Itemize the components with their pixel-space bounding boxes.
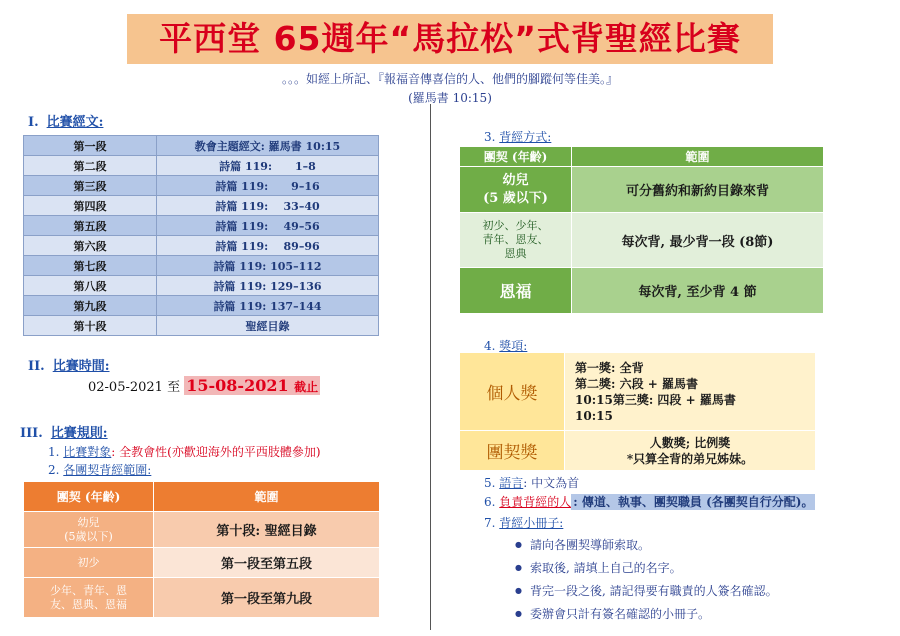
rule-1-number: 1. [48,445,60,459]
award-line: 第一獎: 全背 [575,360,644,375]
passage-part-cell: 第五段 [24,216,157,236]
right-section-6 [484,493,815,510]
right-section-3-label: 背經方式: [499,130,552,144]
range-group-cell: 幼兒 (5歲以下) [24,512,154,548]
column-divider [430,104,431,630]
passage-text-cell: 詩篇 119: 105–112 [157,256,379,276]
rule-2 [48,461,151,478]
list-item: ● 請向各團契導師索取。 [515,536,778,559]
passage-text-cell: 詩篇 119: 49–56 [157,216,379,236]
individual-award-details [565,353,816,431]
list-item: ● 委辦會只計有簽名確認的小冊子。 [515,605,778,628]
section-3-label: 比賽規則: [50,426,108,441]
passage-part-cell: 第四段 [24,196,157,216]
passage-text-cell: 詩篇 119: 9–16 [157,176,379,196]
table-row [460,213,824,268]
award-line: 10:15 [575,408,613,423]
end-date: 15-08-2021 [186,376,289,395]
start-date: 02-05-2021 [88,380,163,395]
passage-text-cell: 聖經目錄 [157,316,379,336]
passage-text-cell: 詩篇 119: 89–96 [157,236,379,256]
section-2-label: 比賽時間: [52,359,110,374]
range-header-group: 團契 (年齡) [24,482,154,512]
competition-period [88,376,320,395]
passage-part-cell: 第十段 [24,316,157,336]
right-section-3-number: 3. [484,130,496,144]
award-line: *只算全背的弟兄姊妹。 [626,451,754,466]
method-table-header [460,147,824,167]
rule-1-label: 比賽對象 [63,445,112,459]
bible-quote-reference: (羅馬書 10:15) [408,91,492,105]
right-section-7-label: 背經小冊子: [499,516,564,530]
table-row [24,316,379,336]
award-line: 人數獎; 比例獎 [649,435,731,450]
right-section-4-label: 獎項: [499,339,528,353]
range-table [23,481,380,618]
passage-part-cell: 第六段 [24,236,157,256]
table-row [460,167,824,213]
passage-part-cell: 第七段 [24,256,157,276]
bible-quote: 。。。如經上所記、『報福音傳喜信的人、他們的腳蹤何等佳美。』 [281,72,618,86]
passage-text-cell: 教會主題經文: 羅馬書 10:15 [157,136,379,156]
method-header-range: 範圍 [572,147,824,167]
range-table-header [24,482,380,512]
passage-part-cell: 第九段 [24,296,157,316]
rule-1-text: : 全教會性(亦歡迎海外的平西肢體參加) [111,445,321,459]
table-row [24,196,379,216]
passage-part-cell: 第八段 [24,276,157,296]
section-1-heading [28,111,103,130]
range-group-cell: 初少 [24,548,154,578]
right-section-7-heading [484,514,563,531]
passage-part-cell: 第二段 [24,156,157,176]
section-3-number: III. [20,426,43,441]
table-row [24,136,379,156]
right-section-5 [484,474,579,491]
rule-1 [48,443,321,460]
passage-part-cell: 第三段 [24,176,157,196]
table-row [24,216,379,236]
right-section-6-text: : 傳道、執事、團契職員 (各團契自行分配)。 [573,495,814,509]
method-group-cell: 幼兒 (5 歲以下) [460,167,572,213]
passage-text-cell: 詩篇 119: 1–8 [157,156,379,176]
award-line: 10:15第三獎: 四段 + 羅馬書 [575,392,736,407]
individual-award-label: 個人獎 [460,353,565,431]
method-value-cell: 每次背, 至少背 4 節 [572,268,824,314]
right-section-6-label: 負責背經的人 [499,495,572,509]
range-value-cell: 第一段至第五段 [154,548,380,578]
table-row [460,268,824,314]
table-row [24,512,380,548]
right-section-5-number: 5. [484,476,496,490]
section-3-heading [20,422,108,441]
range-header-range: 範圍 [154,482,380,512]
group-award-details [565,431,816,471]
table-row [24,176,379,196]
method-group-cell: 恩福 [460,268,572,314]
section-1-number: I. [28,115,39,130]
section-2-heading [28,355,110,374]
right-section-7-number: 7. [484,516,496,530]
passage-part-cell: 第一段 [24,136,157,156]
right-section-3-heading [484,128,551,145]
awards-table [459,352,816,471]
table-row [24,548,380,578]
date-to: 至 [167,380,181,395]
method-value-cell: 可分舊約和新約目錄來背 [572,167,824,213]
end-date-suffix: 截止 [294,380,319,394]
section-2-number: II. [28,359,45,374]
list-item: ● 背完一段之後, 請記得要有職責的人簽名確認。 [515,582,778,605]
right-section-5-text: : 中文為首 [523,476,580,490]
passage-text-cell: 詩篇 119: 129–136 [157,276,379,296]
table-row [24,156,379,176]
right-section-4-number: 4. [484,339,496,353]
award-line: 第二獎: 六段 + 羅馬書 [575,376,699,391]
table-row [24,578,380,618]
end-date-highlight [184,376,320,395]
page-title: 平西堂 65週年“馬拉松”式背聖經比賽 [127,14,773,64]
range-value-cell: 第一段至第九段 [154,578,380,618]
list-item: ● 索取後, 請填上自己的名字。 [515,559,778,582]
table-row [460,431,816,471]
table-row [24,256,379,276]
table-row [24,236,379,256]
table-row [460,353,816,431]
range-value-cell: 第十段: 聖經目錄 [154,512,380,548]
section-1-label: 比賽經文: [46,115,104,130]
table-row [24,276,379,296]
range-group-cell: 少年、青年、恩 友、恩典、恩福 [24,578,154,618]
table-row [24,296,379,316]
right-section-5-label: 語言 [499,476,524,490]
method-header-group: 團契 (年齡) [460,147,572,167]
method-group-cell: 初少、少年、 青年、恩友、 恩典 [460,213,572,268]
passage-text-cell: 詩篇 119: 137–144 [157,296,379,316]
group-award-label: 團契獎 [460,431,565,471]
right-section-6-number: 6. [484,495,496,509]
passage-text-cell: 詩篇 119: 33–40 [157,196,379,216]
method-table [459,146,824,314]
method-value-cell: 每次背, 最少背一段 (8節) [572,213,824,268]
passages-table [23,135,379,336]
booklet-instructions [515,536,778,628]
rule-2-number: 2. [48,463,60,477]
rule-2-label: 各團契背經範圍: [63,463,152,477]
